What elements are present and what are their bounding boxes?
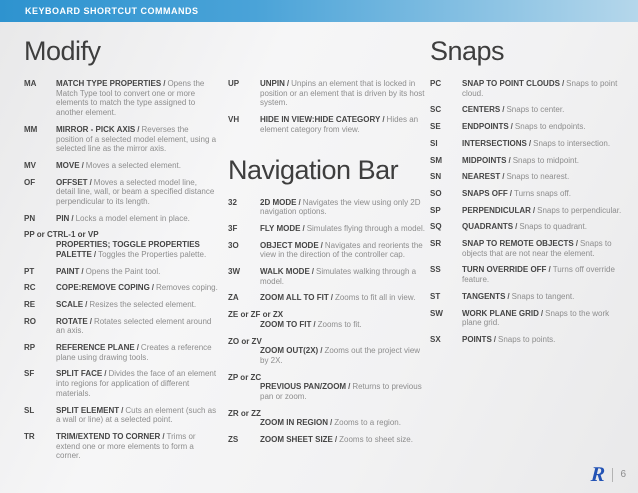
shortcut-row — [430, 105, 628, 115]
shortcut-command: SCALE — [56, 299, 84, 309]
shortcut-description: Snaps to the work plane grid. — [462, 308, 610, 328]
shortcut-key: PC — [430, 79, 442, 88]
shortcut-description: Snaps to point cloud. — [462, 79, 618, 98]
shortcut-description: Divides the face of an element into regions for application of different materials. — [56, 369, 217, 398]
shortcut-separator: / — [334, 435, 338, 445]
shortcut-entry-text — [260, 79, 428, 108]
shortcut-separator: / — [81, 160, 84, 170]
shortcut-entry-text — [462, 222, 628, 232]
heading-spacer — [228, 36, 428, 79]
shortcut-key: SP — [430, 205, 441, 215]
shortcut-description: Snaps to perpendicular. — [537, 205, 622, 215]
shortcut-description: Snaps to midpoint. — [512, 155, 579, 165]
shortcut-entry-text — [462, 309, 628, 328]
shortcut-row — [228, 267, 428, 286]
shortcut-key: SX — [430, 334, 441, 344]
shortcut-separator: / — [298, 197, 301, 207]
shortcut-row — [228, 241, 428, 260]
page-header-bar — [0, 0, 638, 22]
shortcut-description: Zooms to sheet size. — [339, 435, 413, 445]
shortcut-command: 2D MODE — [260, 197, 297, 207]
shortcut-description: Moves a selected model line, detail line, wall, or beam a specified distance perpendicular to its length. — [56, 177, 215, 207]
shortcut-entry-text — [56, 283, 218, 293]
shortcut-row — [24, 432, 218, 461]
shortcut-row — [430, 309, 628, 328]
shortcut-row — [24, 406, 218, 425]
shortcut-key: 3W — [228, 267, 240, 277]
shortcut-row — [228, 224, 428, 234]
shortcut-row — [24, 79, 218, 118]
shortcut-description: Opens the Match Type tool to convert one or more elements to match the type assigned to another element. — [56, 79, 205, 118]
footer-divider — [612, 468, 613, 482]
shortcut-separator: / — [89, 316, 92, 326]
shortcut-key: OF — [24, 177, 36, 187]
shortcut-description: Creates a reference plane using drawing tools. — [56, 343, 212, 362]
shortcut-command: PAINT — [56, 266, 80, 276]
shortcut-command: OFFSET — [56, 177, 88, 187]
shortcut-description: Moves a selected element. — [85, 160, 181, 170]
shortcut-command: TRIM/EXTEND TO CORNER — [56, 431, 161, 441]
shortcut-key: SC — [430, 105, 442, 115]
shortcut-key: TR — [24, 431, 35, 441]
shortcut-key: ZE or ZF or ZX — [228, 310, 284, 320]
shortcut-description: Turns snaps off. — [514, 188, 571, 198]
shortcut-entry-text — [462, 292, 628, 302]
shortcut-entry-text — [56, 300, 218, 310]
shortcut-description: Snaps to tangent. — [511, 291, 575, 301]
shortcut-row — [24, 214, 218, 224]
shortcut-entry-text — [462, 206, 628, 216]
shortcut-row — [430, 206, 628, 216]
shortcut-key: SQ — [430, 222, 442, 232]
shortcut-row — [24, 369, 218, 398]
shortcut-command: WORK PLANE GRID — [462, 308, 539, 318]
shortcut-command: FLY MODE — [260, 223, 301, 233]
shortcut-separator: / — [104, 369, 107, 379]
shortcut-row — [24, 317, 218, 336]
shortcut-separator: / — [348, 382, 351, 392]
shortcut-row — [228, 409, 428, 428]
shortcut-key: SF — [24, 369, 35, 379]
shortcut-description: Snaps to objects that are not near the element. — [462, 239, 612, 258]
shortcut-command: UNPIN — [260, 79, 285, 88]
shortcut-separator: / — [548, 265, 551, 275]
shortcut-entry-text — [462, 265, 628, 284]
shortcut-key: ZS — [228, 435, 239, 445]
shortcut-description: Snaps to points. — [498, 334, 556, 344]
shortcut-command: SPLIT ELEMENT — [56, 405, 120, 415]
shortcut-key: UP — [228, 79, 240, 88]
shortcut-command: SPLIT FACE — [56, 369, 103, 379]
shortcut-command: REFERENCE PLANE — [56, 343, 135, 353]
shortcut-command: ZOOM ALL TO FIT — [260, 293, 329, 303]
shortcut-separator: / — [493, 334, 497, 344]
shortcut-entry-text — [260, 435, 428, 445]
shortcut-separator: / — [515, 222, 518, 232]
shortcut-row — [228, 373, 428, 402]
shortcut-key: MA — [24, 79, 37, 88]
shortcut-description: Simulates flying through a model. — [306, 223, 425, 233]
shortcut-separator: / — [510, 122, 513, 132]
shortcut-description: Simulates walking through a model. — [260, 267, 417, 286]
shortcut-row — [24, 283, 218, 293]
shortcut-command: POINTS — [462, 334, 492, 344]
shortcut-command: TURN OVERRIDE OFF — [462, 265, 547, 275]
shortcut-row — [430, 156, 628, 166]
shortcut-row — [430, 265, 628, 284]
shortcut-row — [430, 122, 628, 132]
shortcut-entry-text — [56, 267, 218, 277]
shortcut-key: MM — [24, 124, 38, 134]
shortcut-entry-text — [462, 172, 628, 182]
shortcut-command: PREVIOUS PAN/ZOOM — [260, 382, 347, 392]
shortcut-key: SL — [24, 405, 35, 415]
shortcut-entry-text — [56, 161, 218, 171]
shortcut-separator: / — [507, 291, 510, 301]
shortcut-separator: / — [302, 223, 305, 233]
shortcut-command: MIDPOINTS — [462, 155, 507, 165]
shortcut-description: Unpins an element that is locked in position or an element that is driven by its host system. — [260, 79, 425, 108]
shortcut-entry-text — [56, 317, 218, 336]
shortcut-entry-text — [260, 115, 428, 134]
shortcut-key: ZO or ZV — [228, 336, 262, 346]
shortcut-command: NEAREST — [462, 172, 501, 182]
shortcut-key: RC — [24, 283, 36, 293]
shortcut-key: VH — [228, 115, 240, 125]
shortcut-separator: / — [121, 405, 124, 415]
shortcut-command: PIN — [56, 213, 70, 223]
shortcut-separator: / — [320, 240, 323, 250]
shortcut-separator: / — [320, 346, 323, 356]
page-header-title: KEYBOARD SHORTCUT COMMANDS — [25, 6, 199, 16]
shortcut-separator: / — [532, 205, 536, 215]
shortcut-separator: / — [85, 299, 88, 309]
column-left — [24, 36, 218, 468]
shortcut-key: 32 — [228, 197, 237, 207]
shortcut-row — [24, 300, 218, 310]
shortcut-entry-text — [462, 156, 628, 166]
shortcut-key: ZA — [228, 293, 239, 303]
shortcut-entry-text — [462, 79, 628, 98]
shortcut-key: SS — [430, 265, 441, 275]
column-right — [430, 36, 628, 352]
shortcut-description: Navigates the view using only 2D navigation options. — [260, 197, 421, 217]
shortcut-entry-text — [24, 240, 218, 259]
shortcut-key: ZP or ZC — [228, 372, 262, 382]
shortcut-key: RE — [24, 299, 36, 309]
shortcut-key: RO — [24, 316, 36, 326]
shortcut-entry-text — [56, 214, 218, 224]
shortcut-key: PN — [24, 213, 36, 223]
shortcut-separator: / — [71, 213, 74, 223]
shortcut-entry-text — [260, 241, 428, 260]
shortcut-command: SNAP TO REMOTE OBJECTS — [462, 239, 574, 249]
shortcut-row — [24, 267, 218, 277]
shortcut-command: COPE:REMOVE COPING — [56, 283, 150, 293]
shortcut-row — [228, 293, 428, 303]
shortcut-description: Zooms out the project view by 2X. — [260, 346, 421, 365]
shortcut-row — [24, 343, 218, 362]
shortcut-description: Trims or extend one or more elements to form a corner. — [56, 431, 196, 461]
shortcut-separator: / — [330, 293, 333, 303]
shortcut-entry-text — [462, 189, 628, 199]
shortcut-entry-text — [56, 432, 218, 461]
shortcut-command: SNAPS OFF — [462, 188, 508, 198]
shortcut-row — [430, 79, 628, 98]
shortcut-row — [228, 79, 428, 108]
shortcut-entry-text — [56, 369, 218, 398]
shortcut-separator: / — [508, 155, 511, 165]
shortcut-separator: / — [561, 79, 565, 88]
shortcut-entry-text — [462, 122, 628, 132]
section-heading: Modify — [24, 36, 101, 66]
shortcut-row — [228, 115, 428, 134]
shortcut-key: SR — [430, 239, 442, 249]
shortcut-description: Rotates selected element around an axis. — [56, 316, 212, 336]
shortcut-command: TANGENTS — [462, 291, 506, 301]
shortcut-row — [228, 337, 428, 366]
shortcut-row — [228, 198, 428, 217]
page-footer — [591, 464, 626, 485]
shortcut-command: ZOOM SHEET SIZE — [260, 435, 333, 445]
shortcut-entry-text — [228, 382, 428, 401]
shortcut-description: Reverses the position of a selected model element, using a selected line as the mirror axis. — [56, 124, 217, 154]
shortcut-command: ENDPOINTS — [462, 122, 509, 132]
shortcut-key: SW — [430, 308, 443, 318]
shortcut-command: MIRROR - PICK AXIS — [56, 124, 136, 134]
shortcut-command: PROPERTIES; TOGGLE PROPERTIES PALETTE — [56, 240, 200, 259]
shortcut-description: Removes coping. — [156, 283, 218, 293]
shortcut-separator: / — [509, 188, 513, 198]
shortcut-description: Returns to previous pan or zoom. — [260, 382, 422, 402]
shortcut-separator: / — [502, 105, 505, 115]
shortcut-key: PP or CTRL-1 or VP — [24, 230, 99, 240]
shortcut-command: ZOOM TO FIT — [260, 319, 312, 329]
shortcut-separator: / — [575, 239, 578, 249]
shortcut-separator: / — [81, 266, 84, 276]
shortcut-description: Zooms to a region. — [334, 418, 401, 428]
shortcut-separator: / — [540, 308, 544, 318]
shortcut-description: Toggles the Properties palette. — [98, 249, 207, 259]
shortcut-entry-text — [56, 178, 218, 207]
shortcut-separator: / — [311, 267, 315, 277]
revit-r-logo-icon: R — [590, 462, 607, 486]
shortcut-row — [24, 178, 218, 207]
shortcut-entry-text — [260, 224, 428, 234]
shortcut-key: 3F — [228, 223, 238, 233]
shortcut-separator: / — [136, 343, 139, 353]
shortcut-entry-text — [56, 125, 218, 154]
shortcut-description: Snaps to center. — [506, 105, 565, 115]
section-heading: Navigation Bar — [228, 154, 399, 185]
page-number: 6 — [620, 469, 626, 480]
shortcut-key: ZR or ZZ — [228, 408, 261, 418]
shortcut-separator: / — [286, 79, 290, 88]
shortcut-description: Resizes the selected element. — [89, 299, 197, 309]
shortcut-separator: / — [382, 115, 385, 125]
shortcut-command: HIDE IN VIEW:HIDE CATEGORY — [260, 115, 381, 125]
shortcut-description: Opens the Paint tool. — [85, 266, 161, 276]
shortcut-separator: / — [528, 138, 532, 148]
shortcut-entry-text — [462, 105, 628, 115]
shortcut-command: QUADRANTS — [462, 222, 514, 232]
shortcut-entry-text — [228, 346, 428, 365]
shortcut-row — [430, 139, 628, 149]
shortcut-row — [430, 189, 628, 199]
shortcut-key: 3O — [228, 240, 239, 250]
shortcut-key: SE — [430, 122, 441, 132]
shortcut-separator: / — [313, 319, 316, 329]
section-heading: Snaps — [430, 36, 505, 66]
shortcut-row — [430, 292, 628, 302]
shortcut-key: RP — [24, 343, 36, 353]
shortcut-entry-text — [260, 267, 428, 286]
shortcut-entry-text — [462, 239, 628, 258]
shortcut-description: Locks a model element in place. — [75, 213, 190, 223]
shortcut-description: Snaps to quadrant. — [519, 222, 587, 232]
shortcut-key: SI — [430, 138, 438, 148]
shortcut-key: SM — [430, 155, 442, 165]
shortcut-description: Navigates and reorients the view in the direction of the controller cap. — [260, 240, 423, 260]
shortcut-key: PT — [24, 266, 35, 276]
shortcut-description: Zooms to fit all in view. — [334, 293, 416, 303]
shortcut-key: SN — [430, 172, 442, 182]
shortcut-command: ZOOM IN REGION — [260, 418, 328, 428]
shortcut-separator: / — [502, 172, 505, 182]
shortcut-entry-text — [56, 343, 218, 362]
shortcut-key: ST — [430, 291, 441, 301]
shortcut-row — [430, 222, 628, 232]
shortcut-description: Hides an element category from view. — [260, 115, 419, 134]
shortcut-separator: / — [93, 249, 97, 259]
shortcut-entry-text — [462, 139, 628, 149]
shortcut-command: MOVE — [56, 160, 80, 170]
shortcut-separator: / — [151, 283, 155, 293]
shortcut-command: ZOOM OUT(2X) — [260, 346, 319, 356]
shortcut-command: PERPENDICULAR — [462, 205, 531, 215]
shortcut-command: MATCH TYPE PROPERTIES — [56, 79, 162, 88]
shortcut-command: ROTATE — [56, 316, 88, 326]
shortcut-description: Snaps to nearest. — [506, 172, 570, 182]
column-middle — [228, 36, 428, 452]
shortcut-command: OBJECT MODE — [260, 240, 319, 250]
shortcut-entry-text — [228, 320, 428, 330]
shortcut-entry-text — [260, 198, 428, 217]
shortcut-key: SO — [430, 188, 442, 198]
shortcut-row — [24, 161, 218, 171]
shortcut-entry-text — [260, 293, 428, 303]
shortcut-row — [228, 435, 428, 445]
shortcut-entry-text — [462, 335, 628, 345]
shortcut-row — [24, 230, 218, 259]
shortcut-row — [430, 239, 628, 258]
shortcut-key: MV — [24, 160, 36, 170]
shortcut-entry-text — [56, 79, 218, 118]
shortcut-separator: / — [89, 177, 92, 187]
shortcut-description: Snaps to endpoints. — [514, 122, 586, 132]
shortcut-separator: / — [162, 431, 165, 441]
shortcut-command: WALK MODE — [260, 267, 310, 277]
shortcut-row — [228, 310, 428, 329]
shortcut-row — [430, 172, 628, 182]
shortcut-description: Snaps to intersection. — [533, 138, 611, 148]
shortcut-description: Zooms to fit. — [317, 319, 362, 329]
shortcut-separator: / — [163, 79, 166, 88]
shortcut-command: CENTERS — [462, 105, 501, 115]
shortcut-row — [24, 125, 218, 154]
shortcut-command: SNAP TO POINT CLOUDS — [462, 79, 560, 88]
shortcut-separator: / — [330, 418, 333, 428]
shortcut-description: Turns off override feature. — [462, 265, 615, 285]
shortcut-command: INTERSECTIONS — [462, 138, 527, 148]
shortcut-entry-text — [56, 406, 218, 425]
shortcut-description: Cuts an element (such as a wall or line) at a selected point. — [56, 405, 217, 425]
shortcut-separator: / — [137, 124, 140, 134]
shortcut-entry-text — [228, 418, 428, 428]
shortcut-row — [430, 335, 628, 345]
